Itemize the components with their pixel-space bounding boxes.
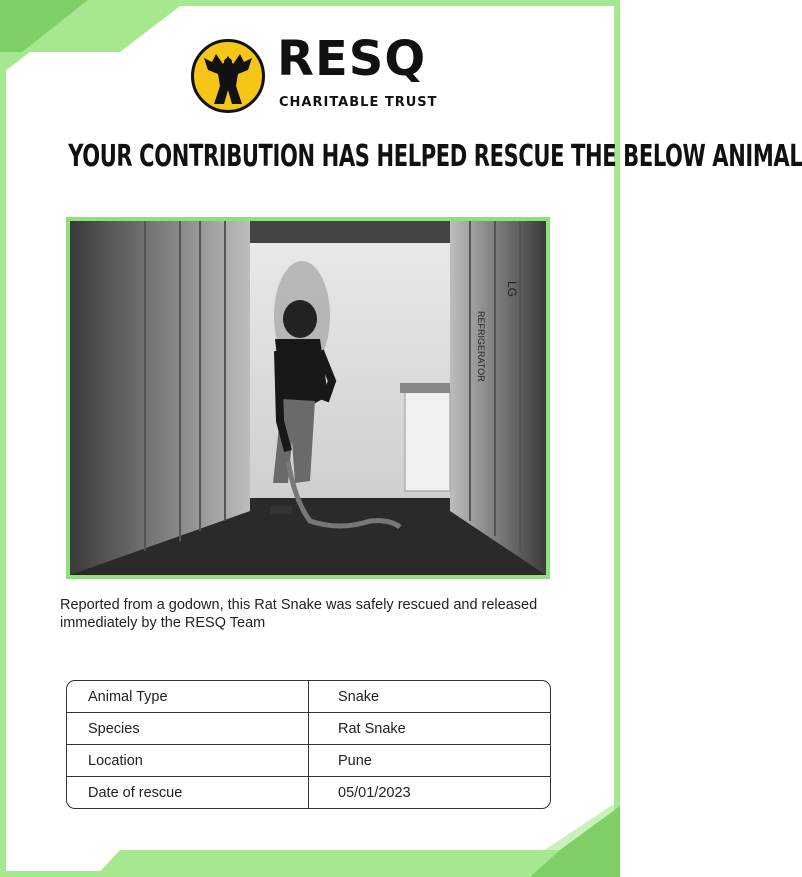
table-row bbox=[67, 713, 550, 745]
label-animal-type: Animal Type bbox=[67, 681, 309, 712]
brand-name: RESQ bbox=[277, 31, 427, 87]
brand-subtitle: CHARITABLE TRUST bbox=[279, 95, 438, 110]
value-date-of-rescue: 05/01/2023 bbox=[338, 785, 411, 801]
bottom-right-corner-stripe bbox=[540, 808, 620, 877]
top-left-corner-stripe bbox=[0, 0, 88, 52]
value-species: Rat Snake bbox=[338, 720, 406, 737]
table-row bbox=[67, 777, 550, 809]
resq-logo bbox=[191, 31, 441, 117]
svg-text:REFRIGERATOR: REFRIGERATOR bbox=[476, 311, 486, 382]
hands-bird-logo-icon bbox=[191, 39, 265, 113]
photo-text-lg: LG bbox=[505, 281, 519, 298]
bottom-band bbox=[95, 850, 620, 877]
label-date-of-rescue: Date of rescue bbox=[67, 777, 309, 809]
page-title: YOUR CONTRIBUTION HAS HELPED RESCUE THE BELOW ANIMAL bbox=[68, 139, 802, 174]
table-row bbox=[67, 681, 550, 713]
value-location: Pune bbox=[338, 752, 372, 769]
table-row bbox=[67, 745, 550, 777]
value-animal-type: Snake bbox=[338, 688, 380, 705]
rescue-photo-image bbox=[70, 221, 546, 575]
label-species: Species bbox=[67, 713, 309, 744]
rescue-caption: Reported from a godown, this Rat Snake was safely rescued and released immediately by the RESQ Team bbox=[60, 597, 538, 631]
top-left-corner-band bbox=[0, 0, 188, 52]
label-location: Location bbox=[67, 745, 309, 776]
rescue-photo bbox=[66, 217, 550, 579]
rescue-details-table bbox=[66, 680, 551, 809]
